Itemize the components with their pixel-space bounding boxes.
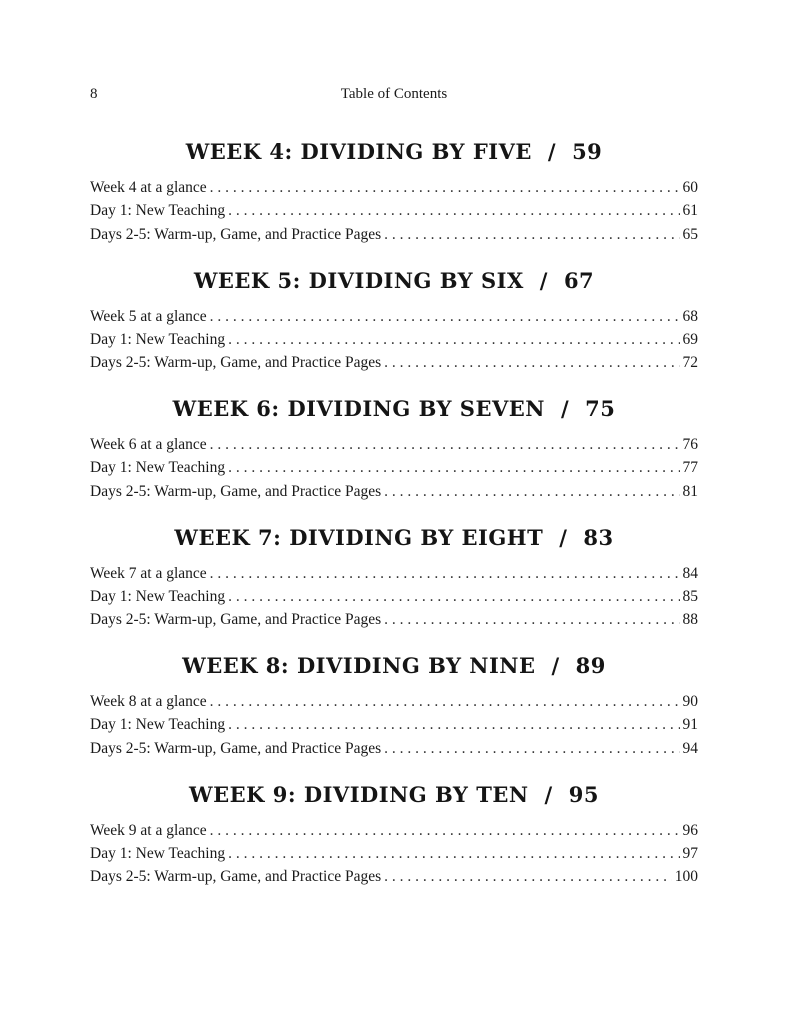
entry-page: 88 <box>682 611 698 629</box>
section-title: WEEK 4: DIVIDING BY FIVE <box>185 139 532 164</box>
entry-page: 90 <box>682 693 698 710</box>
toc-entry[interactable] <box>90 176 698 199</box>
toc-section-week-7 <box>90 522 698 651</box>
dot-leader <box>384 480 679 503</box>
section-heading[interactable] <box>90 265 698 305</box>
toc-entry[interactable] <box>90 223 698 246</box>
toc-entry[interactable] <box>90 608 698 631</box>
slash-separator: / <box>547 139 557 164</box>
dot-leader <box>228 456 679 479</box>
toc-entry[interactable] <box>90 865 698 888</box>
section-title: WEEK 9: DIVIDING BY TEN <box>189 781 529 807</box>
section-page: 95 <box>568 781 599 807</box>
entry-page: 81 <box>682 482 698 500</box>
toc-entry[interactable] <box>90 480 698 503</box>
entry-label: Days 2-5: Warm-up, Game, and Practice Pages <box>90 225 382 243</box>
entry-label: Day 1: New Teaching <box>90 844 226 862</box>
entry-page: 61 <box>682 202 698 220</box>
toc-section-week-4 <box>90 136 698 265</box>
running-head: Table of Contents <box>340 86 448 102</box>
entry-label: Week 9 at a glance <box>90 821 207 839</box>
dot-leader <box>210 819 680 842</box>
toc-section-week-6 <box>90 393 698 522</box>
toc-entry[interactable] <box>90 690 698 713</box>
entry-page: 94 <box>682 739 698 757</box>
toc-entry[interactable] <box>90 562 698 585</box>
entry-label: Week 5 at a glance <box>90 307 207 325</box>
toc-entry[interactable] <box>90 456 698 479</box>
toc-section-week-9 <box>90 779 698 908</box>
entry-page: 65 <box>682 225 698 243</box>
section-page: 67 <box>563 267 595 293</box>
section-heading[interactable] <box>90 393 698 433</box>
entry-label: Days 2-5: Warm-up, Game, and Practice Pages <box>90 739 382 757</box>
dot-leader <box>210 433 680 456</box>
entry-page: 72 <box>682 354 698 372</box>
entry-page: 68 <box>682 307 698 325</box>
entry-page: 97 <box>682 844 698 862</box>
section-heading[interactable] <box>90 522 698 562</box>
section-page: 75 <box>585 396 616 421</box>
entry-page: 77 <box>682 459 698 477</box>
toc-entry[interactable] <box>90 842 698 865</box>
entry-page: 91 <box>682 716 698 734</box>
toc-entry[interactable] <box>90 199 698 222</box>
entry-page: 100 <box>674 868 698 886</box>
entry-label: Day 1: New Teaching <box>90 459 226 477</box>
section-page: 89 <box>575 653 606 678</box>
entry-label: Week 7 at a glance <box>90 564 207 582</box>
entry-label: Day 1: New Teaching <box>90 330 226 348</box>
entry-label: Days 2-5: Warm-up, Game, and Practice Pages <box>90 611 382 629</box>
entry-page: 76 <box>682 436 698 453</box>
entry-label: Week 4 at a glance <box>90 179 207 196</box>
entry-page: 84 <box>682 564 698 582</box>
entry-label: Days 2-5: Warm-up, Game, and Practice Pages <box>90 354 382 372</box>
section-title: WEEK 6: DIVIDING BY SEVEN <box>172 396 545 421</box>
toc-section-week-8 <box>90 650 698 779</box>
toc-section-week-5 <box>90 265 698 394</box>
page-number: 8 <box>90 86 98 102</box>
entry-label: Day 1: New Teaching <box>90 202 226 220</box>
toc-entry[interactable] <box>90 351 698 374</box>
section-title: WEEK 8: DIVIDING BY NINE <box>182 653 536 678</box>
table-of-contents <box>90 136 698 907</box>
toc-entry[interactable] <box>90 585 698 608</box>
dot-leader <box>228 842 679 865</box>
entry-label: Day 1: New Teaching <box>90 587 226 605</box>
toc-entry[interactable] <box>90 328 698 351</box>
dot-leader <box>228 199 679 222</box>
dot-leader <box>210 562 680 585</box>
slash-separator: / <box>551 653 560 678</box>
slash-separator: / <box>539 267 548 293</box>
entry-page: 96 <box>682 821 698 839</box>
page-header <box>90 86 698 106</box>
dot-leader <box>228 328 679 351</box>
entry-label: Day 1: New Teaching <box>90 716 226 734</box>
dot-leader <box>384 351 679 374</box>
section-title: WEEK 5: DIVIDING BY SIX <box>193 267 524 293</box>
dot-leader <box>210 305 680 328</box>
slash-separator: / <box>559 524 568 550</box>
dot-leader <box>228 585 679 608</box>
entry-label: Week 6 at a glance <box>90 436 207 453</box>
entry-page: 85 <box>682 587 698 605</box>
dot-leader <box>210 690 680 713</box>
dot-leader <box>228 713 679 736</box>
toc-entry[interactable] <box>90 713 698 736</box>
section-heading[interactable] <box>90 779 698 819</box>
toc-entry[interactable] <box>90 433 698 456</box>
slash-separator: / <box>560 396 570 421</box>
entry-label: Days 2-5: Warm-up, Game, and Practice Pages <box>90 868 382 886</box>
dot-leader <box>384 608 679 631</box>
entry-label: Days 2-5: Warm-up, Game, and Practice Pages <box>90 482 382 500</box>
dot-leader <box>384 223 679 246</box>
section-page: 83 <box>583 524 614 550</box>
entry-page: 69 <box>682 330 698 348</box>
toc-entry[interactable] <box>90 737 698 760</box>
dot-leader <box>384 737 679 760</box>
dot-leader <box>210 176 680 199</box>
toc-entry[interactable] <box>90 819 698 842</box>
toc-entry[interactable] <box>90 305 698 328</box>
section-heading[interactable] <box>90 136 698 176</box>
section-heading[interactable] <box>90 650 698 690</box>
section-page: 59 <box>572 139 603 164</box>
section-title: WEEK 7: DIVIDING BY EIGHT <box>174 524 544 550</box>
dot-leader <box>384 865 672 888</box>
entry-label: Week 8 at a glance <box>90 693 207 710</box>
entry-page: 60 <box>682 179 698 196</box>
slash-separator: / <box>544 781 553 807</box>
